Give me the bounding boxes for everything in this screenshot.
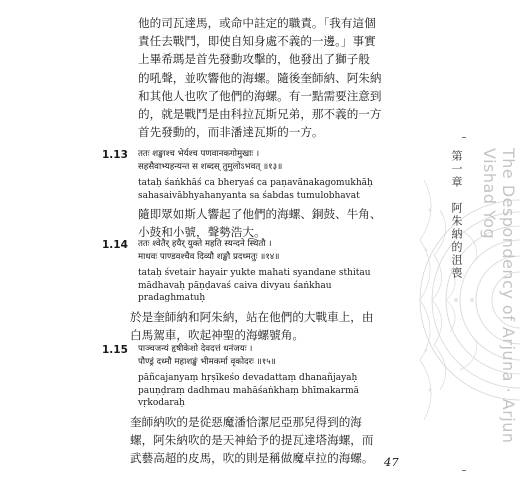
transliteration-line: pradaghmatuḥ xyxy=(138,293,206,304)
intro-line: 的吼聲，並吹響他的海螺。隨後奎師納、阿朱納 xyxy=(138,70,382,85)
translation-line: 白馬駕車，吹起神聖的海螺號角。 xyxy=(130,327,304,342)
translation-line: 隨即眾如斯人響起了他們的海螺、銅鼓、牛角、 xyxy=(138,207,382,222)
verse-body xyxy=(130,343,410,467)
intro-paragraph xyxy=(138,14,406,141)
divider-tick xyxy=(462,137,466,138)
chapter-title-chinese: 第一章 阿朱納的沮喪 xyxy=(450,150,463,280)
translation-line: 奎師納吹的是從惡魔潘恰潔尼亞那兒得到的海 xyxy=(130,414,362,429)
transliteration-line: mādhavaḥ pāṇḍavaś caiva divyau śaṅkhau xyxy=(138,280,332,291)
intro-line: 的，就是戰鬥是由科拉瓦斯兄弟，那不義的一方 xyxy=(138,107,382,122)
divider-tick xyxy=(462,470,466,471)
translation xyxy=(130,413,410,468)
translation-line: 武藝高超的皮馬，吹的則是稱做魔卓拉的海螺。 xyxy=(130,451,374,466)
intro-line: 他的司瓦達馬，或命中註定的職責。「我有這個 xyxy=(138,16,376,30)
sanskrit-line: पाञ्चजन्यं हृषीकेशो देवदत्तं धनंजयः । xyxy=(138,344,253,354)
verse-number: 1.14 xyxy=(102,239,128,251)
translation xyxy=(138,205,410,241)
intro-line: 和其他人也吹了他們的海螺。有一點需要注意到 xyxy=(138,88,382,103)
verse-body xyxy=(138,148,410,242)
sanskrit-line: पौण्ड्रं दध्मौ महाशङ्खं भीमकर्मा वृकोदरः ॥१५॥ xyxy=(138,356,276,367)
transliteration-line: vṛkodaraḥ xyxy=(138,398,185,409)
verse-body xyxy=(130,238,410,344)
intro-line: 責任去戰鬥，即使自知身處不義的一邊。」事實 xyxy=(138,34,376,49)
transliteration-line: tataḥ śvetair hayair yukte mahati syandane sthitau xyxy=(138,268,371,278)
translation-line: 於是奎師納和阿朱納，站在他們的大戰車上，由 xyxy=(130,309,374,324)
sanskrit-line: ततः श्वेतैर् हयैर् युक्ते महति स्यन्दने स्थितौ । xyxy=(138,239,272,249)
translation-line: 螺，阿朱納吹的是天神給予的提瓦達塔海螺，而 xyxy=(130,432,374,447)
transliteration-line: sahasaivābhyahanyanta sa śabdas tumulobhavat xyxy=(138,190,360,201)
intro-line: 上畢希瑪是首先發動攻擊的，他發出了獅子般 xyxy=(138,52,370,67)
translation xyxy=(130,308,410,344)
page-number: 47 xyxy=(384,455,399,469)
chapter-title-english: The Despondency of Arjuna · Arjun Vishad Yog xyxy=(480,148,518,444)
verse-number: 1.15 xyxy=(102,344,128,356)
verse-number: 1.13 xyxy=(102,149,128,161)
transliteration-line: pāñcajanyaṃ hṛṣīkeśo devadattaṃ dhanañjayaḥ xyxy=(138,373,358,383)
sanskrit-line: ततः शङ्खाश्च भेर्यश्च पणवानकगोमुखाः । xyxy=(138,149,260,159)
sanskrit-line: सहसैवाभ्यहन्यन्त स शब्दस् तुमुलोऽभवत् ॥१३॥ xyxy=(138,161,283,172)
intro-line: 首先發動的，而非潘達瓦斯的一方。 xyxy=(138,125,324,140)
transliteration-line: tataḥ śaṅkhāś ca bheryaś ca paṇavānakagomukhāḥ xyxy=(138,178,373,188)
transliteration-line: pauṇḍraṃ dadhmau mahāśaṅkhaṃ bhīmakarmā xyxy=(138,385,359,396)
translation-line: 小鼓和小號，聲勢浩大。 xyxy=(138,225,266,240)
sanskrit-line: माधवः पाण्डवश्चैव दिव्यौ शङ्खौ प्रदध्मतुः ॥१४॥ xyxy=(138,251,280,262)
